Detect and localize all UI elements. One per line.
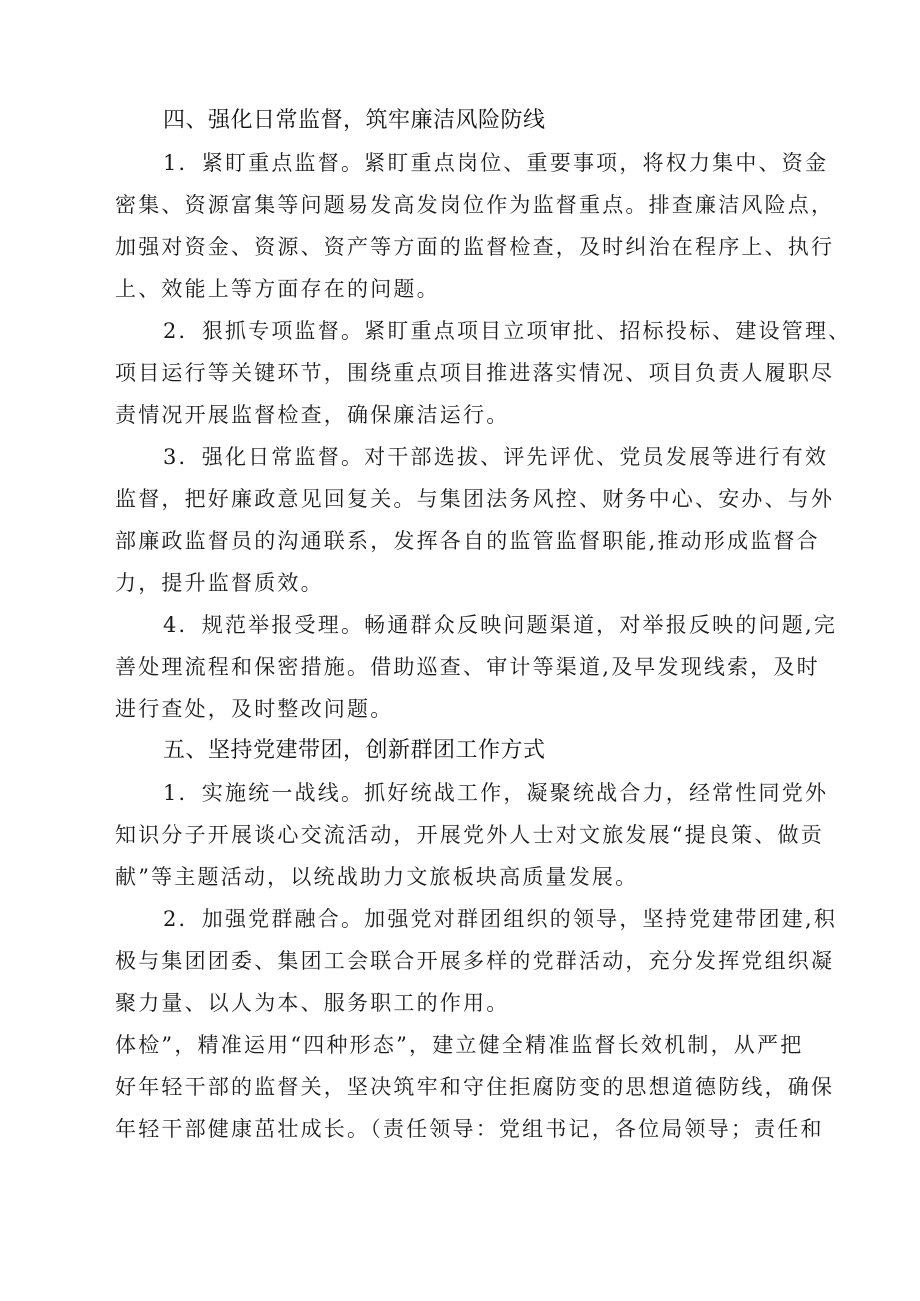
paragraph-line: 2．加强党群融合。加强党对群团组织的领导，坚持党建带团建,积 — [163, 907, 838, 931]
paragraph-line: 力，提升监督质效。 — [115, 571, 324, 595]
paragraph-line: 责情况开展监督检查，确保廉洁运行。 — [115, 403, 510, 427]
section-4-item-2 — [115, 310, 852, 436]
paragraph-line: 好年轻干部的监督关，坚决筑牢和守住拒腐防变的思想道德防线，确保 — [115, 1075, 835, 1099]
paragraph-line: 3．强化日常监督。对干部选拔、评先评优、党员发展等进行有效 — [163, 445, 829, 469]
paragraph-line: 善处理流程和保密措施。借助巡查、审计等渠道,及早发现线索，及时 — [115, 655, 820, 679]
paragraph-line: 4．规范举报受理。畅通群众反映问题渠道，对举报反映的问题,完 — [163, 613, 838, 637]
paragraph-line: 密集、资源富集等问题易发高发岗位作为监督重点。排查廉洁风险点， — [115, 193, 835, 217]
paragraph-line: 部廉政监督员的沟通联系，发挥各自的监管监督职能,推动形成监督合 — [115, 529, 820, 553]
paragraph-line: 项目运行等关键环节，围绕重点项目推进落实情况、项目负责人履职尽 — [115, 361, 835, 385]
section-4-item-3 — [115, 436, 837, 604]
paragraph-line: 1．紧盯重点监督。紧盯重点岗位、重要事项，将权力集中、资金 — [163, 151, 829, 175]
paragraph-line: 体检”，精准运用“四种形态”，建立健全精准监督长效机制，从严把 — [115, 1033, 804, 1057]
document-body — [115, 100, 852, 1150]
paragraph-line: 进行查处，及时整改问题。 — [115, 697, 394, 721]
section-5-item-1 — [115, 772, 837, 898]
paragraph-line: 聚力量、以人为本、服务职工的作用。 — [115, 991, 510, 1015]
paragraph-line: 年轻干部健康茁壮成长。（责任领导：党组书记，各位局领导；责任和 — [115, 1117, 824, 1141]
paragraph-line: 上、效能上等方面存在的问题。 — [115, 277, 440, 301]
trailing-paragraph — [115, 1024, 837, 1150]
paragraph-line: 知识分子开展谈心交流活动，开展党外人士对文旅发展“提良策、做贡 — [115, 823, 824, 847]
paragraph-line: 加强对资金、资源、资产等方面的监督检查，及时纠治在程序上、执行 — [115, 235, 835, 259]
section-4-item-1 — [115, 142, 837, 310]
paragraph-line: 献”等主题活动，以统战助力文旅板块高质量发展。 — [115, 865, 639, 889]
paragraph-line: 2．狠抓专项监督。紧盯重点项目立项审批、招标投标、建设管理、 — [163, 319, 852, 343]
paragraph-line: 监督，把好廉政意见回复关。与集团法务风控、财务中心、安办、与外 — [115, 487, 835, 511]
section-5-item-2 — [115, 898, 837, 1024]
section-4-heading: 四、强化日常监督，筑牢廉洁风险防线 — [163, 108, 546, 133]
section-5-heading: 五、坚持党建带团，创新群团工作方式 — [163, 738, 546, 763]
section-4-item-4 — [115, 604, 837, 730]
paragraph-line: 1．实施统一战线。抓好统战工作，凝聚统战合力，经常性同党外 — [163, 781, 829, 805]
paragraph-line: 极与集团团委、集团工会联合开展多样的党群活动，充分发挥党组织凝 — [115, 949, 835, 973]
